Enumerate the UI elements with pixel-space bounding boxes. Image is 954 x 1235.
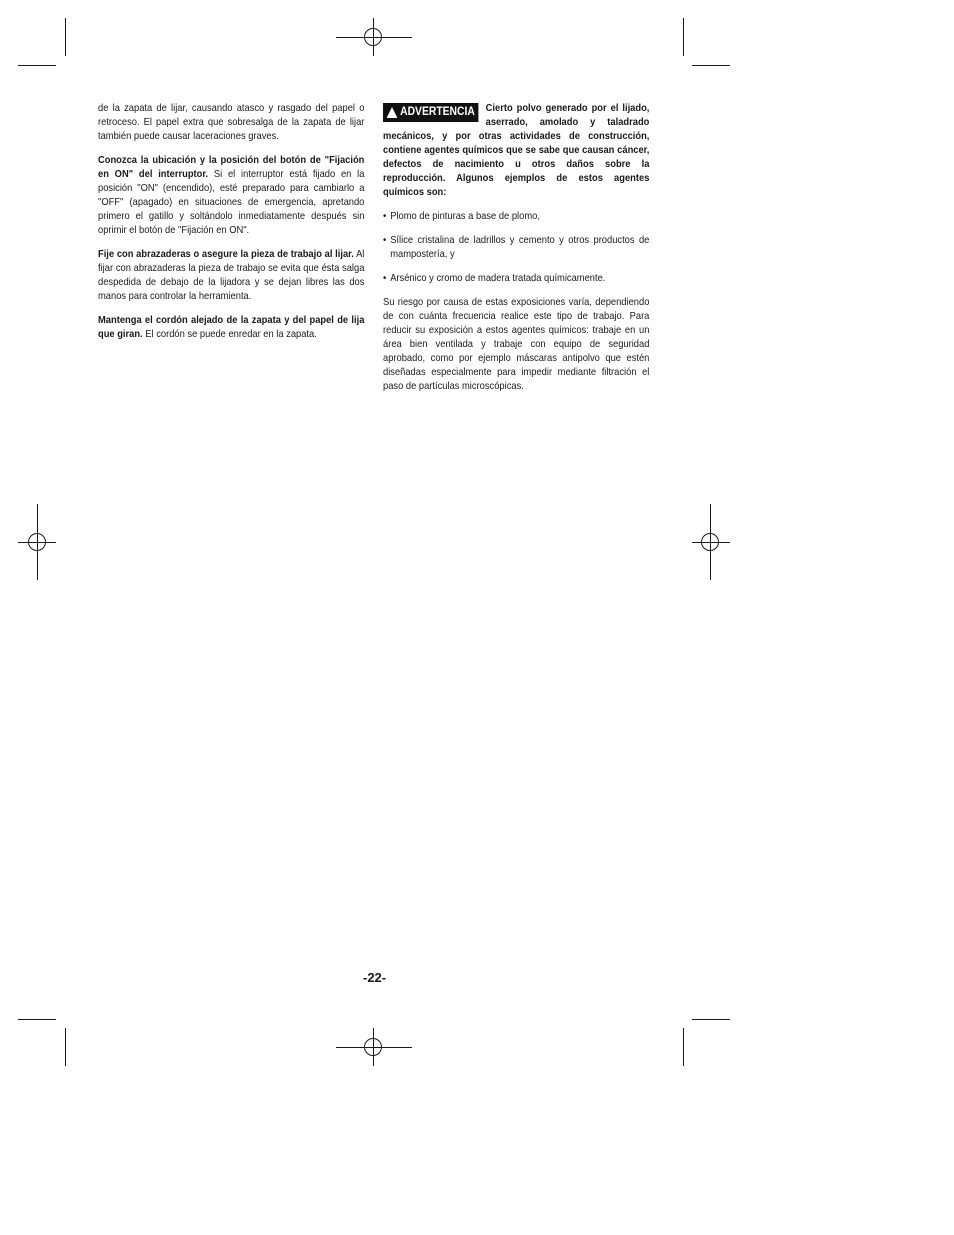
- list-item: [383, 210, 649, 224]
- page-number: -22-: [363, 970, 387, 985]
- registration-target-icon: [701, 533, 719, 551]
- paragraph-lock-on-button: [98, 154, 364, 238]
- right-column: [383, 102, 679, 404]
- paragraph-clamp-workpiece: [98, 248, 364, 304]
- list-item: [383, 272, 649, 286]
- left-column: [98, 102, 394, 352]
- lock-on-body: Si el interruptor está fijado en la posición "ON" (encendido), esté preparado para cambiarlo a "OFF" (apagado) en situaciones de emergencia, apretando primero el gatillo y soltándolo inmediatamente después sin oprimir el botón de "Fijación en ON".: [98, 169, 365, 236]
- list-item-text: Arsénico y cromo de madera tratada químicamente.: [390, 273, 606, 284]
- cord-body: El cordón se puede enredar en la zapata.: [142, 329, 317, 340]
- clamp-body: Al fijar con abrazaderas la pieza de trabajo se evita que ésta salga despedida de debajo de la lijadora y se dejan libres las dos manos para controlar la herramienta.: [98, 249, 365, 302]
- warning-paragraph: [383, 102, 649, 200]
- list-item-text: Plomo de pinturas a base de plomo,: [390, 211, 540, 222]
- registration-target-icon: [364, 28, 382, 46]
- registration-target-icon: [364, 1038, 382, 1056]
- lock-on-heading: Conozca la ubicación y la posición del botón de "Fijación en ON" del interruptor.: [98, 155, 365, 180]
- list-item: [383, 234, 649, 262]
- registration-target-icon: [28, 533, 46, 551]
- cord-heading: Mantenga el cordón alejado de la zapata y del papel de lija que giran.: [98, 315, 365, 340]
- clamp-heading: Fije con abrazaderas o asegure la pieza de trabajo al lijar.: [98, 249, 354, 260]
- bullet-icon: •: [383, 235, 387, 246]
- bullet-icon: •: [383, 211, 387, 222]
- warning-triangle-icon: [387, 107, 398, 118]
- warning-label: ADVERTENCIA: [400, 106, 475, 118]
- bullet-icon: •: [383, 273, 387, 284]
- paragraph-sanding-pad: de la zapata de lijar, causando atasco y rasgado del papel o retroceso. El papel extra que sobresalga de la zapata de lijar también puede causar laceraciones graves.: [98, 103, 365, 142]
- paragraph-exposure-risk: Su riesgo por causa de estas exposiciones varía, dependiendo de con cuánta frecuencia realice este tipo de trabajo. Para reducir su exposición a estos agentes químicos: trabaje en un área bien ventilada y trabaje con equipo de seguridad aprobado, como por ejemplo máscaras antipolvo que estén diseñadas especialmente para impedir mediante filtración el paso de partículas microscópicas.: [383, 297, 650, 392]
- list-item-text: Sílice cristalina de ladrillos y cemento y otros productos de mampostería, y: [390, 235, 650, 260]
- paragraph-cord-away: [98, 314, 364, 342]
- warning-text: Cierto polvo generado por el lijado, aserrado, amolado y taladrado mecánicos, y por otras actividades de construcción, contiene agentes químicos que se sabe que causan cáncer, defectos de nacimiento u otros daños sobre la reproducción. Algunos ejemplos de estos agentes químicos son:: [383, 103, 650, 198]
- warning-badge: [383, 103, 478, 122]
